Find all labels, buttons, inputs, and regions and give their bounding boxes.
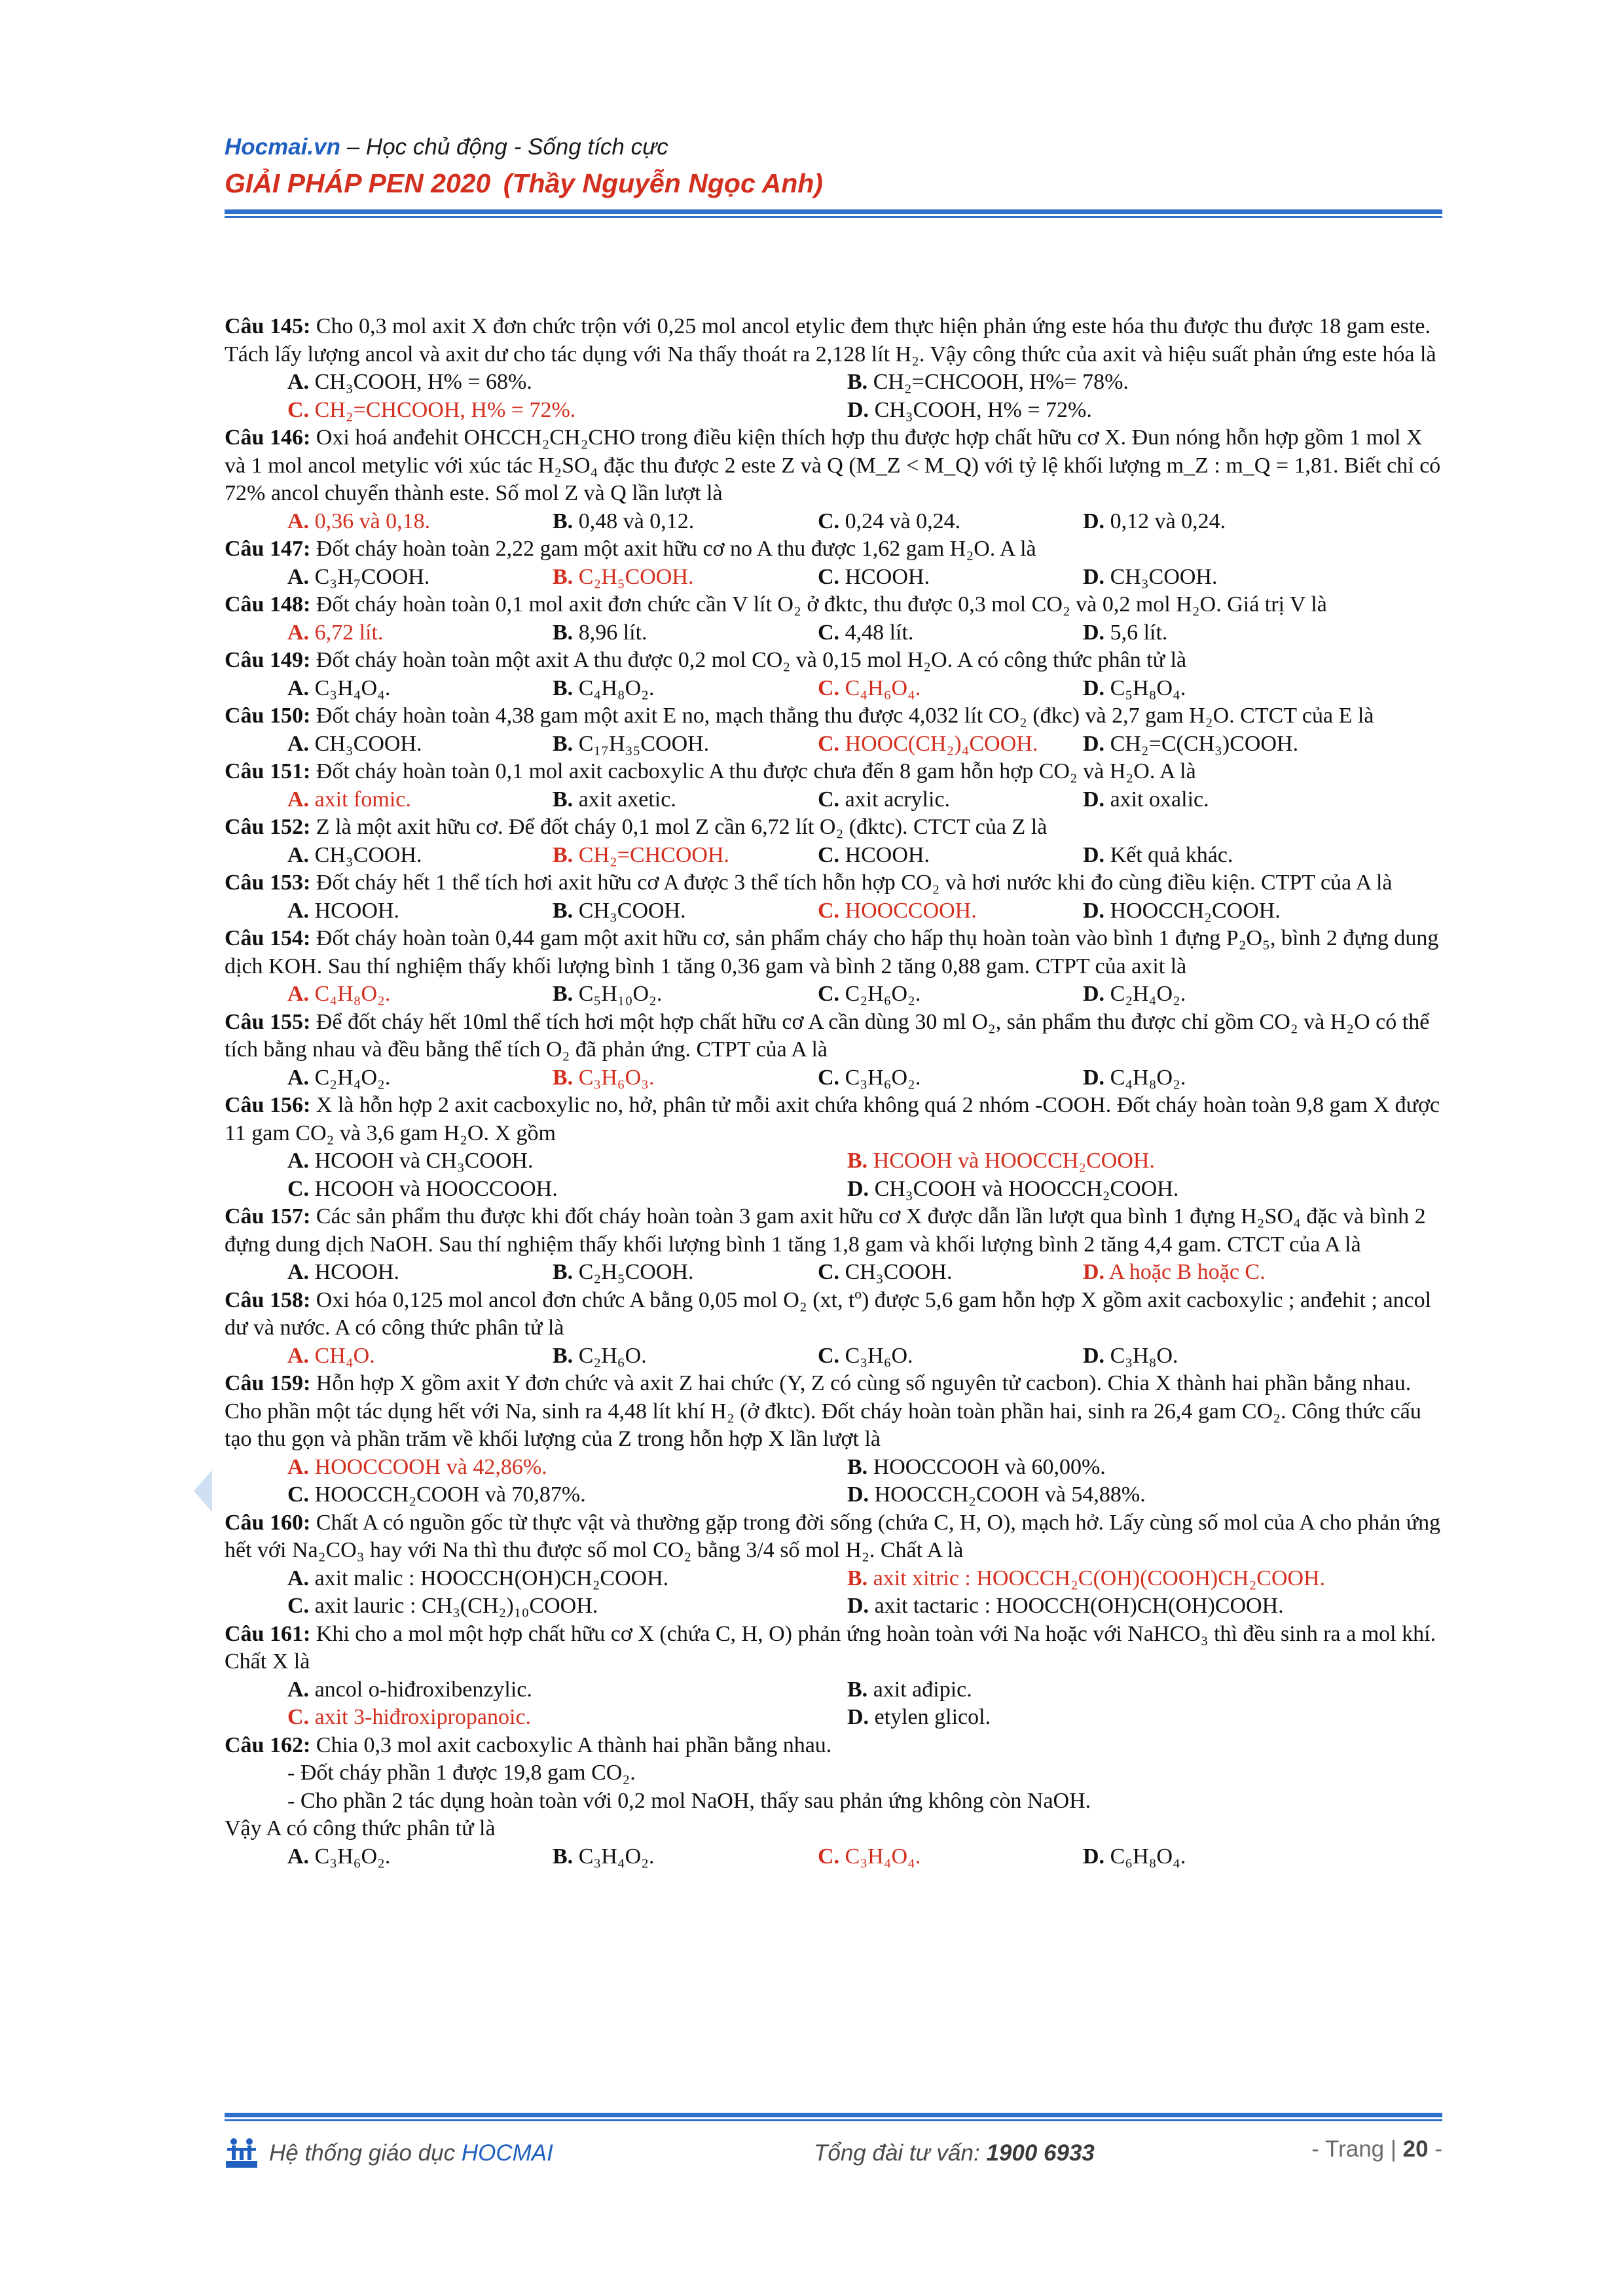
brand-line (225, 134, 1442, 160)
option-d: D. CH₃COOH. (1083, 564, 1218, 589)
option-a: A. CH₃COOH, H% = 68%. (287, 370, 532, 394)
page-header (225, 134, 1442, 199)
option-b-correct: B. C₃H₆O₃. (553, 1065, 655, 1090)
option-a-correct: A. axit fomic. (287, 787, 411, 812)
option-b: B. 8,96 lít. (553, 620, 647, 645)
option-d: D. C₂H₄O₂. (1083, 982, 1186, 1006)
option-c-correct: C. CH₂=CHCOOH, H% = 72%. (287, 397, 576, 422)
option-b: B. C₅H₁₀O₂. (553, 982, 663, 1006)
question-152: Câu 152: Z là một axit hữu cơ. Để đốt cháy 0,1 mol Z cần 6,72 lít O₂ (đktc). CTCT của Z là (225, 815, 1048, 839)
option-d: D. axit tactaric : HOOCCH(OH)CH(OH)COOH. (847, 1594, 1284, 1618)
option-b: B. C₁₇H₃₅COOH. (553, 731, 710, 756)
option-a: A. CH₃COOH. (287, 731, 422, 756)
options-row (225, 1481, 1442, 1509)
option-d: D. C₆H₈O₄. (1083, 1844, 1186, 1869)
question-155: Câu 155: Để đốt cháy hết 10ml thể tích hơi một hợp chất hữu cơ A cần dùng 30 ml O₂, sản phẩm thu được chỉ gồm CO₂ và H₂O có thể tích bằng nhau và đều bằng thể tích O₂ đã phản ứng. CTPT của A là (225, 1009, 1430, 1062)
option-b-correct: B. HCOOH và HOOCCH₂COOH. (847, 1149, 1155, 1173)
option-d: D. C₃H₈O. (1083, 1343, 1178, 1368)
question-156: Câu 156: X là hỗn hợp 2 axit cacboxylic no, hở, phân tử mỗi axit chứa không quá 2 nhóm -COOH. Đốt cháy hoàn toàn 9,8 gam X được 11 gam CO₂ và 3,6 gam H₂O. X gồm (225, 1093, 1440, 1145)
footer-hotline: Tổng đài tư vấn: 1900 6933 (814, 2140, 1095, 2166)
question-146: Câu 146: Oxi hoá anđehit OHCCH₂CH₂CHO trong điều kiện thích hợp thu được hợp chất hữu cơ X. Đun nóng hỗn hợp gồm 1 mol X và 1 mol ancol metylic với xúc tác H₂SO₄ đặc thu được 2 este Z và Q (M_Z < M_Q) với tỷ lệ khối lượng m_Z : m_Q = 1,81. Biết chỉ có 72% ancol chuyển thành este. Số mol Z và Q lần lượt là (225, 425, 1441, 505)
option-b: B. 0,48 và 0,12. (553, 509, 695, 533)
option-c: C. C₂H₆O₂. (818, 982, 921, 1006)
option-b: B. axit axetic. (553, 787, 676, 812)
option-d: D. C₄H₈O₂. (1083, 1065, 1186, 1090)
teacher-name: (Thầy Nguyễn Ngọc Anh) (503, 168, 823, 198)
option-c: C. C₃H₆O₂. (818, 1065, 921, 1090)
options-row (225, 675, 1442, 703)
options-row (225, 1147, 1442, 1175)
option-c: C. HCOOH. (818, 842, 930, 867)
option-a: A. HCOOH. (287, 1260, 399, 1284)
option-b: B. C₄H₈O₂. (553, 675, 655, 700)
question-153: Câu 153: Đốt cháy hết 1 thể tích hơi axit hữu cơ A được 3 thể tích hỗn hợp CO₂ và hơi nước khi đo cùng điều kiện. CTPT của A là (225, 870, 1393, 895)
question-148: Câu 148: Đốt cháy hoàn toàn 0,1 mol axit đơn chức cần V lít O₂ ở đktc, thu được 0,3 mol CO₂ và 0,2 mol H₂O. Giá trị V là (225, 592, 1327, 617)
footer-rule (225, 2113, 1442, 2117)
question-149: Câu 149: Đốt cháy hoàn toàn một axit A thu được 0,2 mol CO₂ và 0,15 mol H₂O. A có công thức phân tử là (225, 648, 1187, 672)
option-b: B. CH₂=CHCOOH, H%= 78%. (847, 370, 1129, 394)
option-b: B. CH₃COOH. (553, 898, 686, 923)
option-c: C. 0,24 và 0,24. (818, 509, 961, 533)
question-162-step-2: - Cho phần 2 tác dụng hoàn toàn với 0,2 mol NaOH, thấy sau phản ứng không còn NaOH. (287, 1788, 1091, 1813)
option-a-correct: A. 0,36 và 0,18. (287, 509, 431, 533)
option-d: D. etylen glicol. (847, 1705, 991, 1729)
options-row (225, 397, 1442, 425)
hocmai-logo-icon (225, 2135, 259, 2169)
option-d: D. axit oxalic. (1083, 787, 1209, 812)
options-row (225, 897, 1442, 925)
option-a: A. C₃H₆O₂. (287, 1844, 391, 1869)
question-160: Câu 160: Chất A có nguồn gốc từ thực vật và thường gặp trong đời sống (chứa C, H, O), mạch hở. Lấy cùng số mol của A cho phản ứng hết với Na₂CO₃ hay với Na thì thu được số mol CO₂ bằng 3/4 số mol H₂. Chất A là (225, 1510, 1441, 1562)
option-b: B. C₂H₅COOH. (553, 1260, 694, 1284)
title-text: GIẢI PHÁP PEN 2020 (225, 168, 491, 198)
question-162-step-1: - Đốt cháy phần 1 được 19,8 gam CO₂. (287, 1761, 636, 1785)
question-number: Câu 145: (225, 314, 311, 338)
option-d: D. 0,12 và 0,24. (1083, 509, 1226, 533)
brand-name[interactable]: Hocmai.vn (225, 134, 340, 160)
option-d: D. 5,6 lít. (1083, 620, 1168, 645)
options-row (225, 508, 1442, 536)
option-d: D. CH₃COOH và HOOCCH₂COOH. (847, 1176, 1179, 1201)
question-161: Câu 161: Khi cho a mol một hợp chất hữu cơ X (chứa C, H, O) phản ứng hoàn toàn với Na hoặc với NaHCO₃ thì đều sinh ra a mol khí. Chất X là (225, 1621, 1436, 1674)
options-row (225, 1342, 1442, 1371)
options-row (225, 1064, 1442, 1092)
question-158: Câu 158: Oxi hóa 0,125 mol ancol đơn chức A bằng 0,05 mol O₂ (xt, tº) được 5,6 gam hỗn hợp X gồm axit cacboxylic ; anđehit ; ancol dư và nước. A có công thức phân tử là (225, 1287, 1432, 1340)
question-text: Cho 0,3 mol axit X đơn chức trộn với 0,25 mol ancol etylic đem thực hiện phản ứng este hóa thu được thu được 18 gam este. Tách lấy lượng ancol và axit dư cho tác dụng với Na thấy thoát ra 2,128 lít H₂. Vậy công thức của axit và hiệu suất phản ứng este hóa là (225, 314, 1436, 367)
options-row (225, 980, 1442, 1009)
page-footer (225, 2134, 1442, 2173)
options-row (225, 619, 1442, 647)
option-a-correct: A. CH₄O. (287, 1343, 375, 1368)
option-c: C. axit acrylic. (818, 787, 951, 812)
option-c: C. C₃H₆O. (818, 1343, 913, 1368)
option-d: D. Kết quả khác. (1083, 842, 1233, 867)
option-b: B. axit ađipic. (847, 1677, 972, 1702)
footer-rule-thin (225, 2119, 1442, 2121)
option-c-correct: C. HOOC(CH₂)₄COOH. (818, 731, 1038, 756)
option-a-correct: A. HOOCCOOH và 42,86%. (287, 1454, 547, 1479)
option-a: A. axit malic : HOOCCH(OH)CH₂COOH. (287, 1566, 669, 1590)
options-row (225, 564, 1442, 592)
option-b-correct: B. axit xitric : HOOCCH₂C(OH)(COOH)CH₂COOH. (847, 1566, 1326, 1590)
option-a: A. C₃H₄O₄. (287, 675, 391, 700)
slogan: – Học chủ động - Sống tích cực (340, 134, 668, 160)
option-c-correct: C. C₃H₄O₄. (818, 1844, 921, 1869)
option-a: A. ancol o-hiđroxibenzylic. (287, 1677, 532, 1702)
option-b: B. C₂H₆O. (553, 1343, 647, 1368)
question-162: Câu 162: Chia 0,3 mol axit cacboxylic A thành hai phần bằng nhau. (225, 1732, 832, 1757)
option-c: C. axit lauric : CH₃(CH₂)₁₀COOH. (287, 1594, 598, 1618)
question-154: Câu 154: Đốt cháy hoàn toàn 0,44 gam một axit hữu cơ, sản phẩm cháy cho hấp thụ hoàn toàn vào bình 1 đựng P₂O₅, bình 2 đựng dung dịch KOH. Sau thí nghiệm thấy khối lượng bình 1 tăng 0,36 gam và bình 2 tăng 0,88 gam. CTPT của axit là (225, 926, 1439, 978)
option-c-correct: C. C₄H₆O₄. (818, 675, 921, 700)
question-157: Câu 157: Các sản phẩm thu được khi đốt cháy hoàn toàn 3 gam axit hữu cơ X được dẫn lần lượt qua bình 1 đựng H₂SO₄ đặc và bình 2 đựng dung dịch NaOH. Sau thí nghiệm thấy khối lượng bình 1 tăng 1,8 gam và khối lượng bình 2 tăng 4,4 gam. CTCT của A là (225, 1204, 1426, 1257)
options-row (225, 730, 1442, 759)
option-d: D. C₅H₈O₄. (1083, 675, 1186, 700)
option-a-correct: A. C₄H₈O₂. (287, 982, 391, 1006)
options-row (225, 1175, 1442, 1204)
option-c: C. HOOCCH₂COOH và 70,87%. (287, 1482, 586, 1507)
question-list (225, 313, 1442, 1871)
option-d-correct: D. A hoặc B hoặc C. (1083, 1260, 1266, 1284)
option-d: D. HOOCCH₂COOH và 54,88%. (847, 1482, 1146, 1507)
prev-page-arrow-icon[interactable] (194, 1470, 212, 1512)
option-a: A. HCOOH. (287, 898, 399, 923)
option-c-correct: C. axit 3-hiđroxipropanoic. (287, 1705, 532, 1729)
option-a: A. C₂H₄O₂. (287, 1065, 391, 1090)
options-row (225, 1592, 1442, 1621)
question-151: Câu 151: Đốt cháy hoàn toàn 0,1 mol axit cacboxylic A thu được chưa đến 8 gam hỗn hợp CO₂ và H₂O. A là (225, 759, 1196, 783)
option-a-correct: A. 6,72 lít. (287, 620, 384, 645)
options-row (225, 1843, 1442, 1871)
option-a: A. CH₃COOH. (287, 842, 422, 867)
question-145 (225, 313, 1442, 368)
options-row (225, 368, 1442, 397)
option-d: D. HOOCCH₂COOH. (1083, 898, 1281, 923)
option-d: D. CH₂=C(CH₃)COOH. (1083, 731, 1299, 756)
option-b: B. C₃H₄O₂. (553, 1844, 655, 1869)
question-150: Câu 150: Đốt cháy hoàn toàn 4,38 gam một axit E no, mạch thẳng thu được 4,032 lít CO₂ (đkc) và 2,7 gam H₂O. CTCT của E là (225, 704, 1374, 728)
option-c: C. HCOOH và HOOCCOOH. (287, 1176, 558, 1201)
page-number: - Trang | 20 - (1311, 2136, 1442, 2162)
document-title (225, 168, 1442, 199)
options-row (225, 1259, 1442, 1287)
option-a: A. HCOOH và CH₃COOH. (287, 1149, 534, 1173)
option-c-correct: C. HOOCCOOH. (818, 898, 977, 923)
option-c: C. CH₃COOH. (818, 1260, 953, 1284)
options-row (225, 786, 1442, 814)
question-162-prompt: Vậy A có công thức phân tử là (225, 1816, 496, 1840)
option-a: A. C₃H₇COOH. (287, 564, 430, 589)
footer-system: Hệ thống giáo dục HOCMAI (269, 2140, 553, 2166)
option-b-correct: B. C₂H₅COOH. (553, 564, 694, 589)
question-159: Câu 159: Hỗn hợp X gồm axit Y đơn chức và axit Z hai chức (Y, Z có cùng số nguyên tử cacbon). Chia X thành hai phần bằng nhau. Cho phần một tác dụng hết với Na, sinh ra 4,48 lít khí H₂ (ở đktc). Đốt cháy hoàn toàn phần hai, sinh ra 26,4 gam CO₂. Công thức cấu tạo thu gọn và phần trăm về khối lượng của Z trong hỗn hợp X lần lượt là (225, 1371, 1421, 1451)
question-147: Câu 147: Đốt cháy hoàn toàn 2,22 gam một axit hữu cơ no A thu được 1,62 gam H₂O. A là (225, 537, 1036, 561)
option-d: D. CH₃COOH, H% = 72%. (847, 397, 1092, 422)
option-c: C. 4,48 lít. (818, 620, 914, 645)
option-c: C. HCOOH. (818, 564, 930, 589)
options-row (225, 1565, 1442, 1593)
header-rule (225, 209, 1442, 214)
header-rule-thin (225, 216, 1442, 218)
options-row (225, 1454, 1442, 1482)
option-b-correct: B. CH₂=CHCOOH. (553, 842, 730, 867)
options-row (225, 1704, 1442, 1732)
options-row (225, 842, 1442, 870)
option-b: B. HOOCCOOH và 60,00%. (847, 1454, 1106, 1479)
options-row (225, 1676, 1442, 1704)
